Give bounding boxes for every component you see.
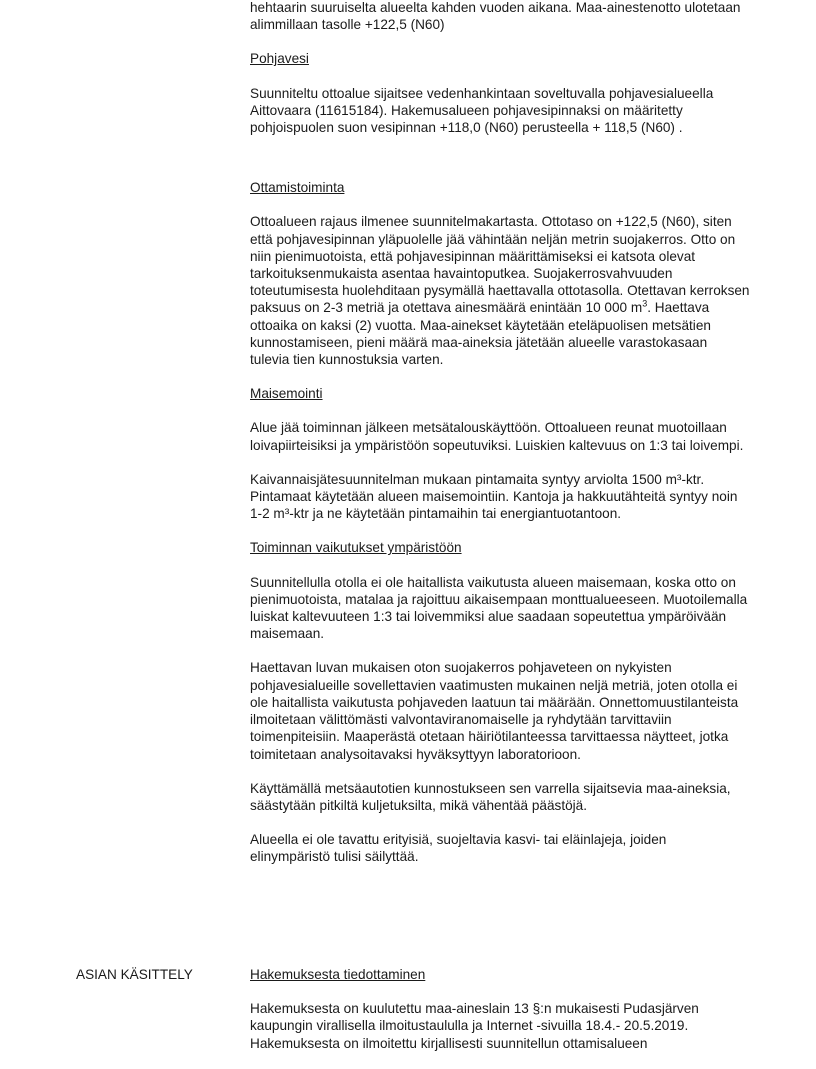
maisemointi-paragraph-2: Kaivannaisjätesuunnitelman mukaan pintamaita syntyy arviolta 1500 m³-ktr. Pintamaat käytetään alueen maisemointiin. Kantoja ja hakkuutähteitä syntyy noin 1-2 m³-ktr ja ne käytetään pintamaihin tai energiantuotantoon. <box>250 471 738 522</box>
tiedottaminen-paragraph: Hakemuksesta on kuulutettu maa-aineslain 13 §:n mukaisesti Pudasjärven kaupungin virallisella ilmoitustaululla ja Internet -sivuilla 18.4.- 20.5.2019. Hakemuksesta on ilmoitettu kirjallisesti suunnitellun ottamisalueen <box>250 1001 699 1051</box>
section-heading-ottamistoiminta: Ottamistoiminta <box>250 180 345 196</box>
intro-tail-paragraph: hehtaarin suuruiselta alueelta kahden vuoden aikana. Maa-ainestenotto ulotetaan alimmillaan tasolle +122,5 (N60) <box>250 0 741 33</box>
ottamistoiminta-paragraph <box>250 213 750 368</box>
maisemointi-paragraph-1: Alue jää toiminnan jälkeen metsätalouskäyttöön. Ottoalueen reunat muotoillaan loivapiirteisiksi ja ympäristöön sopeutuviksi. Luiskien kaltevuus on 1:3 tai loivempi. <box>250 420 744 453</box>
side-label-asian-kasittely: ASIAN KÄSITTELY <box>76 967 193 982</box>
section-heading-maisemointi: Maisemointi <box>250 386 323 402</box>
vaikutukset-paragraph-3: Käyttämällä metsäautotien kunnostukseen sen varrella sijaitsevia maa-aineksia, säästytään pitkiltä kuljetuksilta, mikä vähentää päästöjä. <box>250 780 731 813</box>
ottamistoiminta-text-after: . Haettava ottoaika on kaksi (2) vuotta. Maa-ainekset käytetään eteläpuolisen metsätien kunnostamiseen, pieni määrä maa-aineksia jätetään alueelle varastokasaan tulevia tien kunnostuksia varten. <box>250 300 711 368</box>
section-heading-vaikutukset: Toiminnan vaikutukset ympäristöön <box>250 540 462 556</box>
vaikutukset-paragraph-1: Suunnitellulla otolla ei ole haitallista vaikutusta alueen maisemaan, koska otto on pienimuotoista, matalaa ja rajoittuu aikaisempaan monttualueeseen. Muotoilemalla luiskat kaltevuuteen 1:3 tai loivemmiksi alue saadaan sopeutettua ympäröivään maisemaan. <box>250 574 748 642</box>
section-heading-pohjavesi: Pohjavesi <box>250 51 309 67</box>
superscript-3: 3 <box>642 298 648 309</box>
pohjavesi-paragraph: Suunniteltu ottoalue sijaitsee vedenhankintaan soveltuvalla pohjavesialueella Aittovaara (11615184). Hakemusalueen pohjavesipinnaksi on määritetty pohjoispuolen suon vesipinnan +118,0 (N60) perusteella + 118,5 (N60) . <box>250 85 714 136</box>
tiedottaminen-section <box>250 966 750 1069</box>
vaikutukset-paragraph-4: Alueella ei ole tavattu erityisiä, suojeltavia kasvi- tai eläinlajeja, joiden elinympäristö tulisi säilyttää. <box>250 832 667 865</box>
vaikutukset-paragraph-2: Haettavan luvan mukaisen oton suojakerros pohjaveteen on nykyisten pohjavesialueille sovellettavien vaatimusten mukainen neljä metriä, joten otolla ei ole haitallista vaikutusta pohjaveden laatuun tai määrään. Onnettomuustilanteista ilmoitetaan välittömästi valvontaviranomaiselle ja ryhdytään tarvittaviin toimenpiteisiin. Maaperästä otetaan häiriötilanteessa tarvittaessa näytteet, jotka toimitetaan analysoitavaksi hyväksyttyyn laboratorioon. <box>250 660 739 762</box>
main-column <box>250 0 750 883</box>
ottamistoiminta-text-before: Ottoalueen rajaus ilmenee suunnitelmakartasta. Ottotaso on +122,5 (N60), siten että pohjavesipinnan yläpuolelle jää vähintään neljän metrin suojakerros. Otto on niin pienimuotoista, että pohjavesipinnan määrittämiseksi ei katsota olevat tarkoituksenmukaista asentaa havaintoputkea. Suojakerrosvahvuuden toteutumisesta huolehditaan pysymällä haettavalla ottotasolla. Otettavan kerroksen paksuus on 2-3 metriä ja otettava ainesmäärä enintään 10 000 m <box>250 214 750 316</box>
spacer <box>250 153 750 179</box>
section-heading-tiedottaminen: Hakemuksesta tiedottaminen <box>250 967 426 982</box>
